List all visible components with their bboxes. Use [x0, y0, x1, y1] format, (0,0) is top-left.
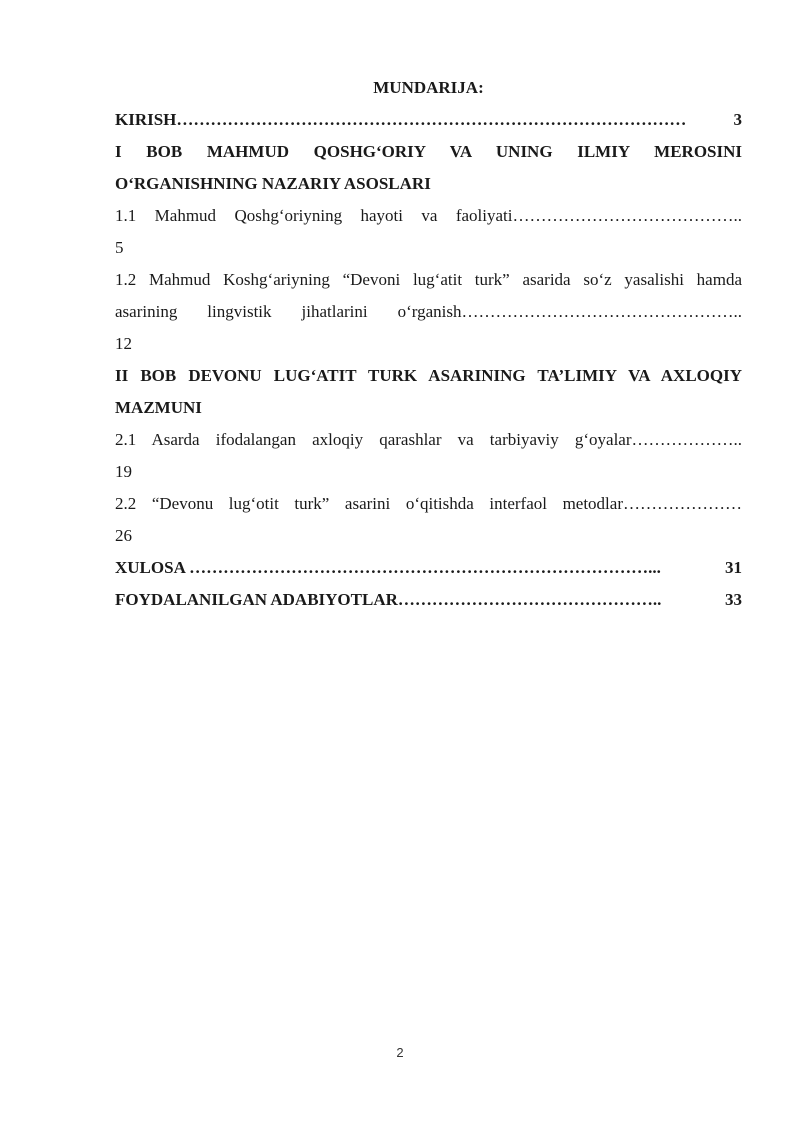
toc-page-number: 31 [723, 552, 742, 584]
toc-entry-label: FOYDALANILGAN ADABIYOTLAR……………………………………….. [115, 590, 662, 609]
toc-entry-section-1-1[interactable] [115, 200, 742, 264]
toc-entry-xulosa[interactable] [115, 552, 742, 584]
toc-entry-kirish[interactable] [115, 104, 742, 136]
toc-entry-label: XULOSA ………………………………………………………………………... [115, 558, 661, 577]
toc-page-number: 5 [115, 238, 124, 257]
toc-section-2-2-text: 2.2 “Devonu lug‘otit turk” asarini o‘qitishda interfaol metodlar………………… [115, 494, 742, 513]
toc-chapter-2-title-line-1: II BOB DEVONU LUG‘ATIT TURK ASARINING TA’LIMIY VA AXLOQIY [115, 366, 742, 385]
toc-entry-section-2-1[interactable] [115, 424, 742, 488]
toc-entry-label: KIRISH……………………………………………………………………………… [115, 110, 687, 129]
toc-entry-references[interactable] [115, 584, 742, 616]
toc-page-number: 12 [115, 334, 132, 353]
toc-chapter-1-title-line-2: O‘RGANISHNING NAZARIY ASOSLARI [115, 174, 431, 193]
toc-title: MUNDARIJA: [373, 78, 484, 97]
toc-section-1-1-text: 1.1 Mahmud Qoshg‘oriyning hayoti va faoliyati………………………………….. [115, 206, 742, 225]
toc-entry-chapter-2[interactable] [115, 360, 742, 424]
toc-page-number: 3 [732, 104, 743, 136]
toc-chapter-2-title-line-2: MAZMUNI [115, 398, 202, 417]
toc-page-number: 33 [723, 584, 742, 616]
toc-entry-section-2-2[interactable] [115, 488, 742, 552]
toc-page-number: 26 [115, 526, 132, 545]
toc-page-number: 19 [115, 462, 132, 481]
toc-chapter-1-title-line-1: I BOB MAHMUD QOSHG‘ORIY VA UNING ILMIY MEROSINI [115, 142, 742, 161]
toc-section-1-2-text-line-1: 1.2 Mahmud Koshg‘ariyning “Devoni lug‘atit turk” asarida so‘z yasalishi hamda [115, 270, 742, 289]
toc-entry-section-1-2[interactable] [115, 264, 742, 360]
toc-entry-chapter-1[interactable] [115, 136, 742, 200]
toc-section-1-2-text-line-2: asarining lingvistik jihatlarini o‘rganish………………………………………….. [115, 302, 742, 321]
toc-section-2-1-text: 2.1 Asarda ifodalangan axloqiy qarashlar va tarbiyaviy g‘oyalar……………….. [115, 430, 742, 449]
table-of-contents [115, 72, 742, 616]
page-number-footer: 2 [396, 1045, 404, 1060]
